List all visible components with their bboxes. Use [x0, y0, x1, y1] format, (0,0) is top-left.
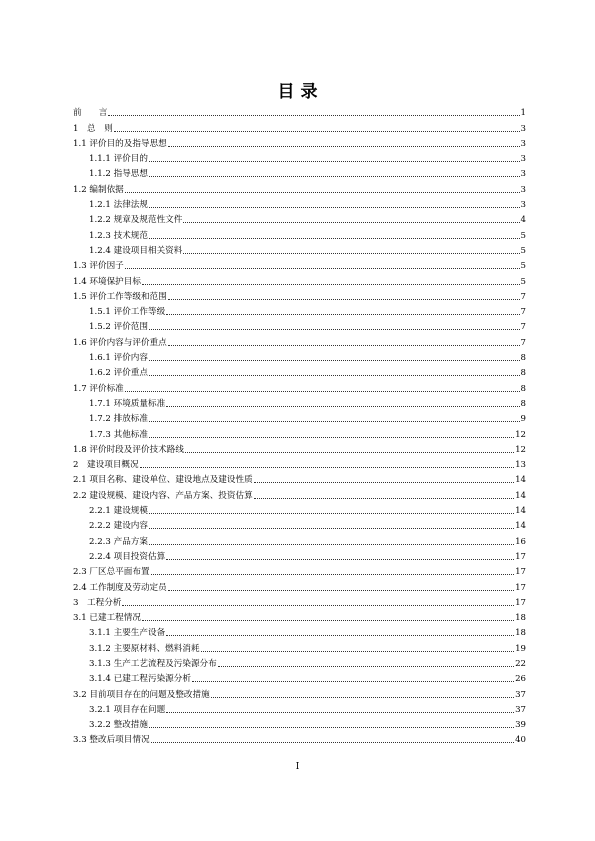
toc-entry[interactable] [73, 501, 526, 516]
page-title: 目 录 [277, 82, 318, 102]
toc-leader-dots [108, 115, 519, 116]
toc-entry[interactable] [73, 149, 526, 164]
toc-entry[interactable] [73, 424, 526, 439]
toc-entry-page: 3 [520, 200, 526, 211]
toc-leader-dots [168, 146, 520, 147]
toc-entry-label: 1.3 评价因子 [73, 261, 124, 272]
toc-entry-label: 3.2 目前项目存在的问题及整改措施 [73, 689, 210, 700]
toc-entry-page: 3 [520, 123, 526, 134]
toc-entry-label: 1.4 环境保护目标 [73, 276, 141, 287]
toc-entry[interactable] [73, 210, 526, 225]
toc-entry-page: 37 [515, 689, 526, 700]
toc-entry-label: 前 言 [73, 108, 108, 119]
toc-entry-page: 3 [520, 184, 526, 195]
toc-entry-label: 3 工程分析 [73, 597, 122, 608]
toc-entry-page: 5 [520, 245, 526, 256]
toc-entry-label: 2.1 项目名称、建设单位、建设地点及建设性质 [73, 475, 253, 486]
toc-leader-dots [211, 697, 514, 698]
toc-entry-label: 1.1.1 评价目的 [89, 154, 148, 165]
toc-leader-dots [149, 528, 514, 529]
toc-entry-page: 1 [520, 108, 526, 119]
toc-leader-dots [149, 176, 520, 177]
toc-entry-label: 3.1.1 主要生产设备 [89, 628, 166, 639]
toc-entry[interactable] [73, 638, 526, 653]
toc-entry-page: 17 [515, 582, 526, 593]
toc-entry-label: 1.2.2 规章及规范性文件 [89, 215, 183, 226]
toc-leader-dots [183, 253, 519, 254]
toc-entry[interactable] [73, 317, 526, 332]
toc-entry[interactable] [73, 516, 526, 531]
toc-entry-page: 3 [520, 154, 526, 165]
toc-leader-dots [149, 513, 514, 514]
toc-leader-dots [142, 284, 520, 285]
toc-entry-label: 1.8 评价时段及评价技术路线 [73, 444, 184, 455]
toc-entry-page: 17 [515, 551, 526, 562]
toc-entry[interactable] [73, 700, 526, 715]
toc-entry[interactable] [73, 455, 526, 470]
toc-leader-dots [149, 161, 520, 162]
toc-entry-page: 18 [515, 613, 526, 624]
toc-entry-page: 7 [520, 307, 526, 318]
toc-entry[interactable] [73, 547, 526, 562]
toc-entry-page: 12 [515, 429, 526, 440]
toc-entry[interactable] [73, 593, 526, 608]
toc-entry-label: 3.2.2 整改措施 [89, 720, 148, 731]
toc-leader-dots [149, 360, 520, 361]
toc-leader-dots [151, 574, 515, 575]
toc-leader-dots [149, 329, 520, 330]
toc-entry-page: 14 [515, 475, 526, 486]
toc-entry-label: 1.7.1 环境质量标准 [89, 398, 166, 409]
toc-entry-label: 2.3 厂区总平面布置 [73, 567, 150, 578]
toc-leader-dots [149, 238, 520, 239]
toc-entry[interactable] [73, 271, 526, 286]
toc-entry-page: 8 [520, 353, 526, 364]
toc-entry[interactable] [73, 134, 526, 149]
toc-leader-dots [166, 406, 519, 407]
toc-entry-page: 5 [520, 230, 526, 241]
toc-entry-page: 16 [515, 536, 526, 547]
toc-entry-page: 7 [520, 291, 526, 302]
toc-entry[interactable] [73, 302, 526, 317]
toc-entry-label: 1.2.4 建设项目相关资料 [89, 245, 183, 256]
toc-entry[interactable] [73, 577, 526, 592]
toc-entry-page: 19 [515, 643, 526, 654]
toc-entry-label: 1.1.2 指导思想 [89, 169, 148, 180]
toc-entry-page: 3 [520, 169, 526, 180]
toc-leader-dots [218, 666, 514, 667]
toc-entry-page: 14 [515, 506, 526, 517]
toc-entry-page: 5 [520, 276, 526, 287]
toc-entry[interactable] [73, 195, 526, 210]
toc-entry-label: 3.3 整改后项目情况 [73, 735, 150, 746]
toc-leader-dots [125, 391, 520, 392]
toc-entry[interactable] [73, 179, 526, 194]
toc-leader-dots [168, 345, 520, 346]
toc-leader-dots [183, 222, 519, 223]
toc-entry-page: 13 [515, 460, 526, 471]
toc-entry-label: 2.2.4 项目投资估算 [89, 551, 166, 562]
toc-entry-label: 2 建设项目概况 [73, 460, 139, 471]
toc-entry[interactable] [73, 623, 526, 638]
toc-entry[interactable] [73, 440, 526, 455]
toc-entry-page: 7 [520, 322, 526, 333]
toc-entry-label: 1.7.2 排放标准 [89, 414, 148, 425]
toc-entry-label: 2.4 工作制度及劳动定员 [73, 582, 167, 593]
toc-entry-page: 22 [515, 658, 526, 669]
toc-entry[interactable] [73, 608, 526, 623]
toc-entry[interactable] [73, 715, 526, 730]
toc-entry-page: 18 [515, 628, 526, 639]
toc-entry[interactable] [73, 394, 526, 409]
toc-leader-dots [166, 635, 514, 636]
toc-leader-dots [166, 559, 514, 560]
toc-entry-page: 39 [515, 720, 526, 731]
toc-leader-dots [149, 207, 520, 208]
toc-leader-dots [142, 620, 514, 621]
toc-leader-dots [140, 467, 514, 468]
toc-entry-label: 1.5 评价工作等级和范围 [73, 291, 167, 302]
toc-entry-label: 3.1.2 主要原材料、燃料消耗 [89, 643, 200, 654]
toc-leader-dots [254, 482, 514, 483]
toc-entry-page: 26 [515, 674, 526, 685]
toc-entry-label: 3.1.3 生产工艺流程及污染源分布 [89, 658, 217, 669]
toc-entry[interactable] [73, 378, 526, 393]
toc-leader-dots [149, 437, 514, 438]
toc-leader-dots [122, 605, 514, 606]
toc-leader-dots [149, 375, 520, 376]
toc-entry[interactable] [73, 562, 526, 577]
toc-entry[interactable] [73, 103, 526, 118]
toc-leader-dots [114, 131, 520, 132]
toc-entry-label: 1 总 则 [73, 123, 113, 134]
toc-leader-dots [125, 192, 520, 193]
toc-entry-page: 40 [515, 735, 526, 746]
toc-leader-dots [149, 421, 520, 422]
toc-entry[interactable] [73, 348, 526, 363]
toc-entry[interactable] [73, 730, 526, 745]
toc-entry[interactable] [73, 470, 526, 485]
toc-entry[interactable] [73, 409, 526, 424]
toc-entry-label: 2.2 建设规模、建设内容、产品方案、投资估算 [73, 490, 253, 501]
toc-leader-dots [168, 299, 520, 300]
toc-entry-label: 1.5.1 评价工作等级 [89, 307, 166, 318]
toc-leader-dots [168, 590, 514, 591]
toc-entry-label: 1.6 评价内容与评价重点 [73, 337, 167, 348]
toc-entry-page: 17 [515, 597, 526, 608]
toc-entry-label: 1.5.2 评价范围 [89, 322, 148, 333]
toc-entry-page: 17 [515, 567, 526, 578]
toc-leader-dots [185, 452, 514, 453]
toc-entry-label: 1.6.2 评价重点 [89, 368, 148, 379]
toc-leader-dots [149, 544, 514, 545]
page-number: I [295, 762, 300, 772]
toc-entry[interactable] [73, 164, 526, 179]
toc-entry-label: 3.1 已建工程情况 [73, 613, 141, 624]
toc-entry[interactable] [73, 684, 526, 699]
toc-entry-label: 1.7.3 其他标准 [89, 429, 148, 440]
toc-entry[interactable] [73, 669, 526, 684]
toc-leader-dots [192, 681, 514, 682]
toc-entry-label: 1.7 评价标准 [73, 383, 124, 394]
toc-entry[interactable] [73, 363, 526, 378]
toc-entry-page: 12 [515, 444, 526, 455]
toc-entry-label: 3.2.1 项目存在问题 [89, 704, 166, 715]
toc-entry-page: 9 [520, 414, 526, 425]
toc-entry-label: 2.2.2 建设内容 [89, 521, 148, 532]
toc-leader-dots [254, 498, 514, 499]
toc-entry-page: 3 [520, 138, 526, 149]
toc-entry[interactable] [73, 287, 526, 302]
toc-entry-page: 5 [520, 261, 526, 272]
toc-entry[interactable] [73, 332, 526, 347]
toc-leader-dots [166, 314, 519, 315]
toc-leader-dots [166, 712, 514, 713]
toc-entry-label: 1.2.3 技术规范 [89, 230, 148, 241]
toc-leader-dots [151, 742, 515, 743]
toc-entry-page: 8 [520, 398, 526, 409]
toc-entry-label: 1.2.1 法律法规 [89, 200, 148, 211]
toc-entry[interactable] [73, 654, 526, 669]
toc-entry-page: 7 [520, 337, 526, 348]
toc-entry-label: 2.2.1 建设规模 [89, 506, 148, 517]
toc-leader-dots [149, 727, 514, 728]
toc-entry[interactable] [73, 485, 526, 500]
toc-entry-label: 1.2 编制依据 [73, 184, 124, 195]
toc-entry[interactable] [73, 256, 526, 271]
toc-entry[interactable] [73, 118, 526, 133]
toc-leader-dots [201, 651, 515, 652]
toc-entry[interactable] [73, 225, 526, 240]
toc-entry-page: 4 [520, 215, 526, 226]
toc-entry[interactable] [73, 531, 526, 546]
toc-entry-page: 14 [515, 521, 526, 532]
toc-entry-page: 8 [520, 368, 526, 379]
toc-entry-page: 37 [515, 704, 526, 715]
toc-leader-dots [125, 268, 520, 269]
table-of-contents [73, 103, 526, 745]
toc-entry-page: 8 [520, 383, 526, 394]
toc-entry-page: 14 [515, 490, 526, 501]
toc-entry-label: 3.1.4 已建工程污染源分析 [89, 674, 191, 685]
toc-entry-label: 1.1 评价目的及指导思想 [73, 138, 167, 149]
toc-entry-label: 1.6.1 评价内容 [89, 353, 148, 364]
toc-entry-label: 2.2.3 产品方案 [89, 536, 148, 547]
toc-entry[interactable] [73, 241, 526, 256]
